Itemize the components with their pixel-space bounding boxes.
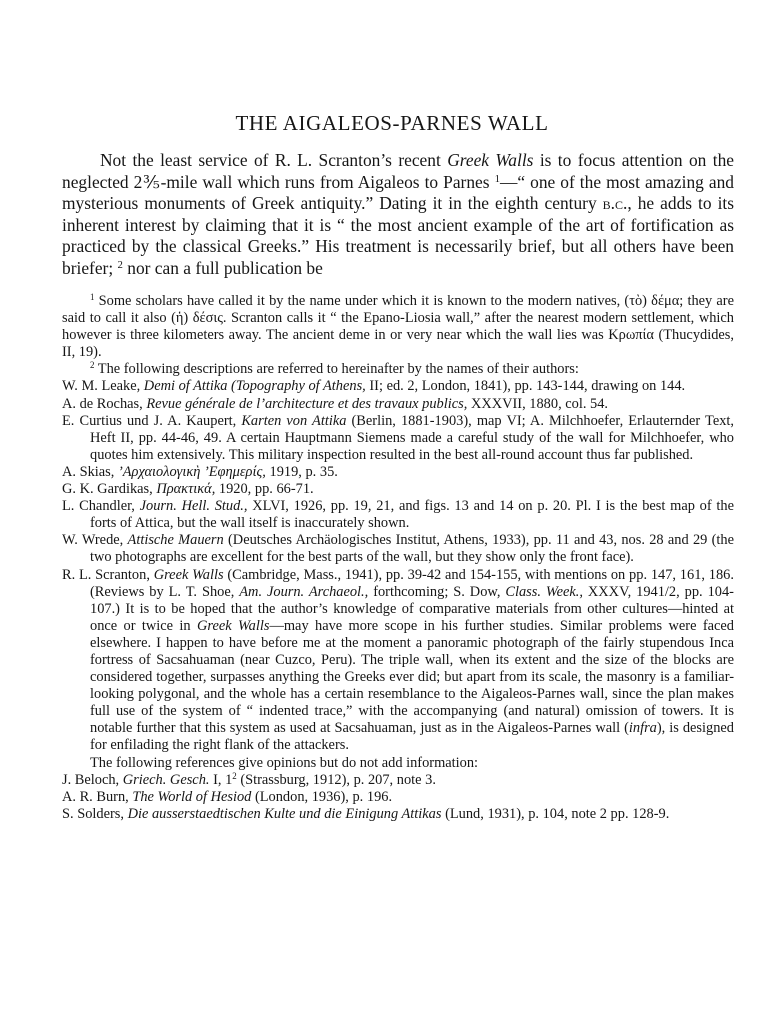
body-text-run: Not the least service of R. L. Scranton’s recent [100, 150, 448, 170]
ref-text: (Strassburg, 1912), p. 207, note 3. [236, 771, 436, 788]
ref-text: 1920, pp. 66-71. [215, 481, 314, 498]
footnote-ref-2[interactable]: 2 [117, 259, 123, 272]
reference-entry [62, 412, 734, 464]
ref-title: Journ. Hell. Stud., [139, 498, 248, 515]
ref-text: XXXVII, 1880, col. 54. [467, 395, 609, 412]
ref-title: Am. Journ. Archaeol., [239, 583, 369, 600]
footnote-2-intro [62, 361, 734, 378]
ref-title: Πρακτικά, [156, 481, 216, 498]
ref-title: Revue générale de l’architecture et des travaux publics, [146, 395, 468, 412]
ref-text: (Berlin, 1881-1903), map VI; A. Milchhoefer, Erlauternder Text, Heft II, pp. 44-46, 49. A certain Hauptmann Siemens made a careful study of the wall for Milchhoefer, who quotes him extensively. This military inspection resulted in the best all-round account thus far published. [90, 412, 734, 463]
reference-entry [62, 481, 734, 498]
reference-scranton [62, 566, 734, 755]
reference-entry [62, 378, 734, 395]
ref-text: (Lund, 1931), p. 104, note 2 pp. 128-9. [441, 805, 670, 822]
ref-title: ’Αρχαιολογικὴ ’Εφημερίς, [117, 463, 266, 480]
ref-text: —may have more scope in his further studies. Similar problems were faced elsewhere. I happen to have before me at the moment a panoramic photograph of the fairly stupendous Inca fortress of Sacsahuaman (near Cuzco, Peru). The triple wall, when its extent and the size of the blocks are considered together, surpasses anything the Greeks ever did; but apart from its scale, the masonry is a familiar-looking polygonal, and the whole has a certain resemblance to the Aigaleos-Parnes wall, since the plan makes full use of the system of “ indented trace,” with the accompanying (and natural) omission of towers. It is notable further that this system as used at Sacsahuaman, just as in the Aigaleos-Parnes wall ( [90, 617, 734, 737]
ref-author: E. Curtius und J. A. Kaupert, [62, 412, 242, 429]
footnote-text: The following descriptions are referred to hereinafter by the names of their authors: [94, 361, 579, 378]
ref-title: Greek Walls [197, 617, 270, 634]
body-text-run: —“ one of the most amazing and mysterious monuments of Greek antiquity.” Dating it in the eighth century [62, 171, 735, 214]
ref-author: L. Chandler, [62, 498, 140, 515]
ref-text: (Deutsches Archäologisches Institut, Athens, 1933), pp. 11 and 43, nos. 28 and 29 (the two photographs are excellent for the best parts of the wall, but they show only the front face). [90, 532, 734, 566]
reference-list [62, 789, 734, 823]
footnote-text: Some scholars have called it by the name under which it is known to the modern natives, (τὸ) δέμα; they are said to call it also (ἡ) δέσις. Scranton calls it “ the Epano-Liosia wall,” after the nearest modern settlement, which however is three kilometers away. The ancient deme in or very near which the wall lies was Κρωπία (Thucydides, II, 19). [62, 293, 734, 361]
body-text-run: is to focus attention on the neglected 2⅗-mile wall which runs from Aigaleos to Parnes [62, 150, 735, 192]
ref-text: XLVI, 1926, pp. 19, 21, and figs. 13 and 14 on p. 20. Pl. I is the best map of the forts of Attica, but the wall itself is inaccurately shown. [90, 498, 734, 532]
reference-entry [62, 498, 734, 532]
ref-text: (Cambridge, Mass., 1941), pp. 39-42 and 154-155, with mentions on pp. 147, 161, 186. (Reviews by L. T. Shoe, [90, 566, 734, 600]
ref-title: Die ausserstaedtischen Kulte und die Einigung Attikas [127, 805, 442, 822]
reference-entry [62, 805, 734, 823]
references-2-intro: The following references give opinions but do not add information: [90, 754, 479, 771]
ref-author: A. de Rochas, [62, 395, 147, 412]
ref-title: The World of Hesiod [132, 788, 252, 805]
footnote-mark-2: 2 [90, 360, 95, 371]
ref-title: infra [628, 720, 657, 737]
ref-text: I, 1 [209, 771, 233, 788]
ref-author: R. L. Scranton, [62, 566, 154, 583]
era-abbreviation: b.c. [602, 193, 628, 214]
ref-author: G. K. Gardikas, [62, 481, 157, 498]
reference-beloch [62, 770, 734, 789]
edition-superscript: 2 [232, 770, 237, 781]
ref-title: Class. Week., [505, 583, 583, 600]
body-text-run: , he adds to its inherent interest by claiming that it is “ the most ancient example of the art of fortification as practiced by the classical Greeks.” His treatment is necessarily brief, but all others have been briefer; [62, 193, 734, 278]
footnotes [62, 293, 734, 823]
ref-title: Greek Walls [153, 566, 224, 583]
book-title-greek-walls: Greek Walls [447, 150, 534, 170]
ref-title: Attische Mauern [127, 532, 224, 549]
ref-text: (London, 1936), p. 196. [251, 788, 393, 805]
ref-text: 1919, p. 35. [265, 463, 338, 480]
body-text-run: nor can a full publication be [122, 257, 323, 278]
ref-text: XXXV, 1941/2, pp. 104-107.) It is to be hoped that the author’s knowledge of comparative materials from other cultures—hinted at once or twice in [90, 583, 734, 634]
ref-text: forthcoming; S. Dow, [368, 583, 506, 600]
ref-text: ), is designed for enfilading the right flank of the attackers. [90, 720, 734, 754]
body-paragraph [62, 150, 734, 280]
reference-entry [62, 395, 734, 413]
reference-list [62, 378, 734, 566]
reference-entry [62, 788, 734, 806]
article-title: THE AIGALEOS-PARNES WALL [235, 111, 549, 135]
ref-author: A. R. Burn, [62, 788, 133, 805]
reference-entry [62, 463, 734, 481]
footnote-ref-1[interactable]: 1 [494, 172, 500, 185]
footnote-1 [62, 293, 734, 361]
ref-author: S. Solders, [62, 805, 128, 822]
body-text [62, 150, 734, 280]
ref-author: W. Wrede, [62, 532, 128, 549]
ref-author: W. M. Leake, [62, 378, 144, 395]
ref-title: Griech. Gesch. [122, 771, 210, 788]
ref-author: J. Beloch, [62, 771, 123, 788]
ref-text: II; ed. 2, London, 1841), pp. 143-144, drawing on 144. [365, 378, 686, 395]
ref-author: A. Skias, [62, 463, 118, 480]
ref-title: Karten von Attika [241, 412, 347, 429]
footnote-mark-1: 1 [90, 292, 95, 303]
reference-entry [62, 532, 734, 566]
ref-title: Demi of Attika (Topography of Athens, [143, 378, 366, 395]
